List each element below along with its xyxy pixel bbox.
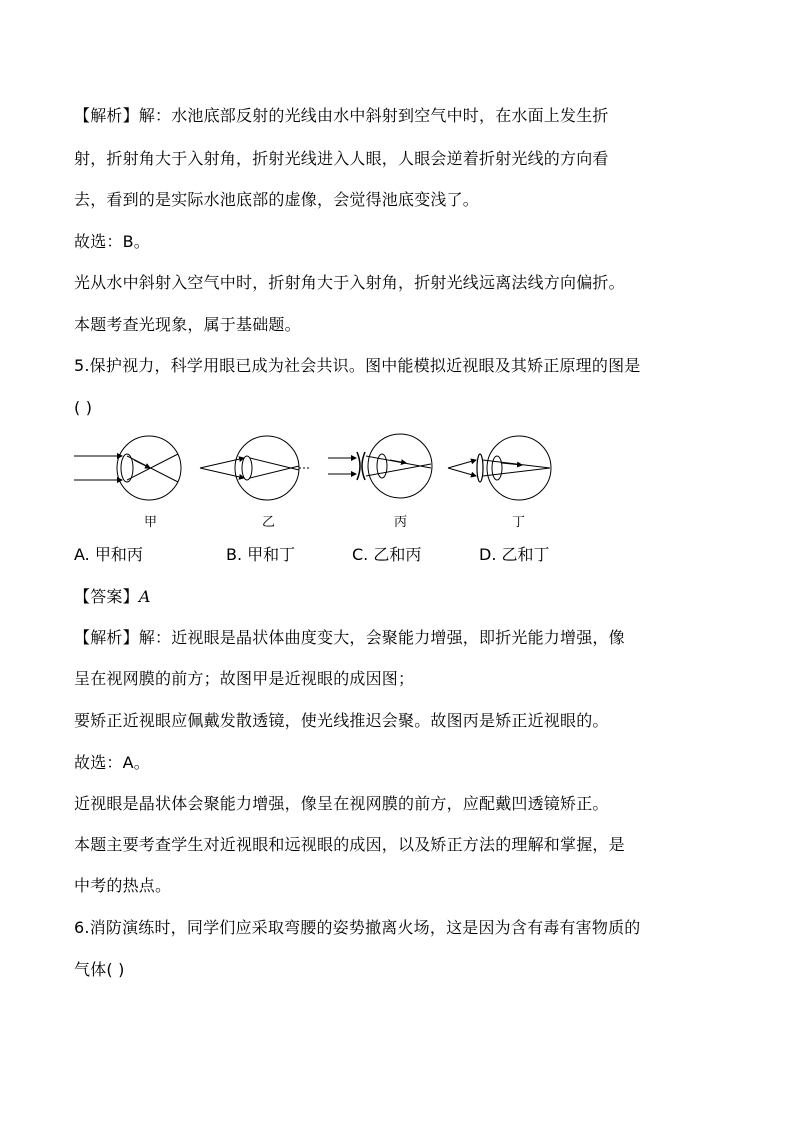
eye-diagram-ding: [448, 436, 551, 500]
eye-diagram-jia: [74, 436, 181, 500]
q5-option-b: B. 甲和丁: [226, 545, 296, 564]
q5-note1: 近视眼是晶状体会聚能力增强，像呈在视网膜的前方，应配戴凹透镜矫正。: [74, 794, 609, 813]
figure-label-bing: 丙: [394, 515, 408, 530]
q4-note2: 本题考查光现象，属于基础题。: [74, 315, 301, 334]
q5-analysis-line1: 【解析】解：近视眼是晶状体曲度变大，会聚能力增强，即折光能力增强，像: [74, 628, 625, 647]
q5-choice: 故选：A。: [74, 753, 150, 772]
q5-answer-label: 【答案】: [74, 587, 139, 606]
q5-option-c: C. 乙和丙: [352, 545, 422, 564]
q4-note1: 光从水中斜射入空气中时，折射角大于入射角，折射光线远离法线方向偏折。: [74, 273, 625, 292]
q5-note2-line1: 本题主要考查学生对近视眼和远视眼的成因，以及矫正方法的理解和掌握，是: [74, 835, 625, 854]
q6-stem-line2: 气体( ): [74, 960, 125, 979]
figure-label-jia: 甲: [144, 515, 158, 530]
figure-label-yi: 乙: [262, 515, 276, 530]
q5-stem-line1: 5.保护视力，科学用眼已成为社会共识。图中能模拟近视眼及其矫正原理的图是: [74, 356, 641, 375]
eye-diagram-yi: [200, 436, 310, 500]
eye-diagram-bing: [328, 434, 432, 498]
q5-stem-line2: ( ): [74, 398, 93, 417]
q5-answer-value: A: [138, 587, 151, 606]
q5-option-d: D. 乙和丁: [479, 545, 550, 564]
q4-analysis-line1: 【解析】解：水池底部反射的光线由水中斜射到空气中时，在水面上发生折: [74, 106, 609, 125]
q4-analysis-line2: 射，折射角大于入射角，折射光线进入人眼，人眼会逆着折射光线的方向看: [74, 149, 609, 168]
q5-answer: [74, 587, 151, 607]
q4-analysis-line3: 去，看到的是实际水池底部的虚像，会觉得池底变浅了。: [74, 190, 480, 209]
eye-diagrams-figure: [72, 430, 562, 535]
q6-stem-line1: 6.消防演练时，同学们应采取弯腰的姿势撤离火场，这是因为含有毒有害物质的: [74, 918, 641, 937]
q5-analysis-line3: 要矫正近视眼应佩戴发散透镜，使光线推迟会聚。故图丙是矫正近视眼的。: [74, 711, 609, 730]
q4-choice: 故选：B。: [74, 232, 150, 251]
q5-analysis-line2: 呈在视网膜的前方；故图甲是近视眼的成因图；: [74, 669, 415, 688]
q5-note2-line2: 中考的热点。: [74, 876, 172, 895]
figure-label-ding: 丁: [512, 515, 526, 530]
q5-option-a: A. 甲和丙: [74, 545, 143, 564]
